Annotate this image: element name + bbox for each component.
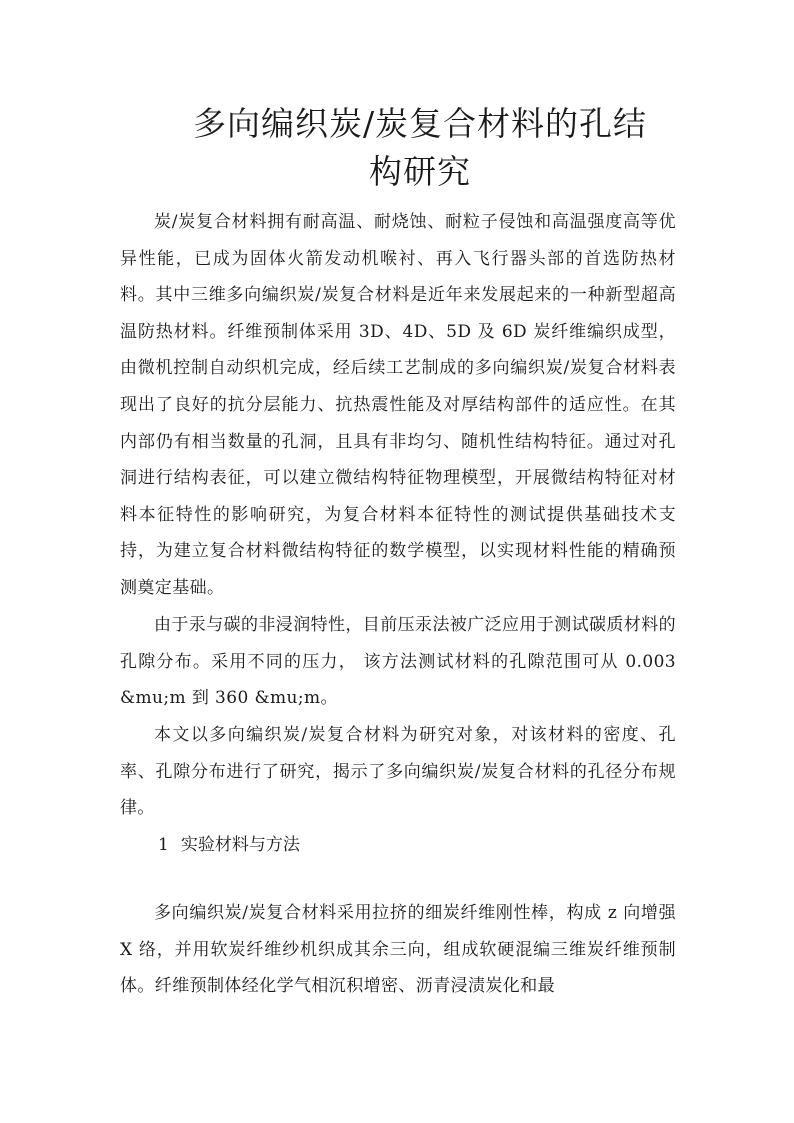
section-paragraph-1: 多向编织炭/炭复合材料采用拉挤的细炭纤维刚性棒，构成 z 向增强 X 络，并用软炭纤维纱机织成其余三向，组成软硬混编三维炭纤维预制体。纤维预制体经化学气相沉积增密、沥青浸渍炭化和最: [120, 903, 676, 997]
section-number: 1: [158, 835, 169, 855]
section-title: 实验材料与方法: [180, 835, 300, 855]
title-line-2: 构研究: [369, 152, 471, 191]
intro-paragraph-1: 炭/炭复合材料拥有耐高温、耐烧蚀、耐粒子侵蚀和高温强度高等优异性能，已成为固体火箭发动机喉衬、再入飞行器头部的首选防热材料。其中三维多向编织炭/炭复合材料是近年来发展起来的一种新型超高温防热材料。纤维预制体采用 3D、4D、5D 及 6D 炭纤维编织成型，由微机控制自动织机完成，经后续工艺制成的多向编织炭/炭复合材料表现出了良好的抗分层能力、抗热震性能及对厚结构部件的适应性。在其内部仍有相当数量的孔洞，且具有非均匀、随机性结构特征。通过对孔洞进行结构表征，可以建立微结构特征物理模型，开展微结构特征对材料本征特性的影响研究，为复合材料本征特性的测试提供基础技术支持，为建立复合材料微结构特征的数学模型，以实现材料性能的精确预测奠定基础。: [120, 212, 676, 598]
document-title: [120, 100, 720, 196]
intro-paragraph-3: 本文以多向编织炭/炭复合材料为研究对象，对该材料的密度、孔率、孔隙分布进行了研究，揭示了多向编织炭/炭复合材料的孔径分布规律。: [120, 725, 676, 819]
title-line-1: 多向编织炭/炭复合材料的孔结: [192, 104, 648, 143]
intro-paragraph-2: 由于汞与碳的非浸润特性，目前压汞法被广泛应用于测试碳质材料的孔隙分布。采用不同的压力， 该方法测试材料的孔隙范围可从 0.003 &mu;m 到 360 &mu;m。: [120, 615, 676, 709]
section-heading: [158, 827, 300, 864]
